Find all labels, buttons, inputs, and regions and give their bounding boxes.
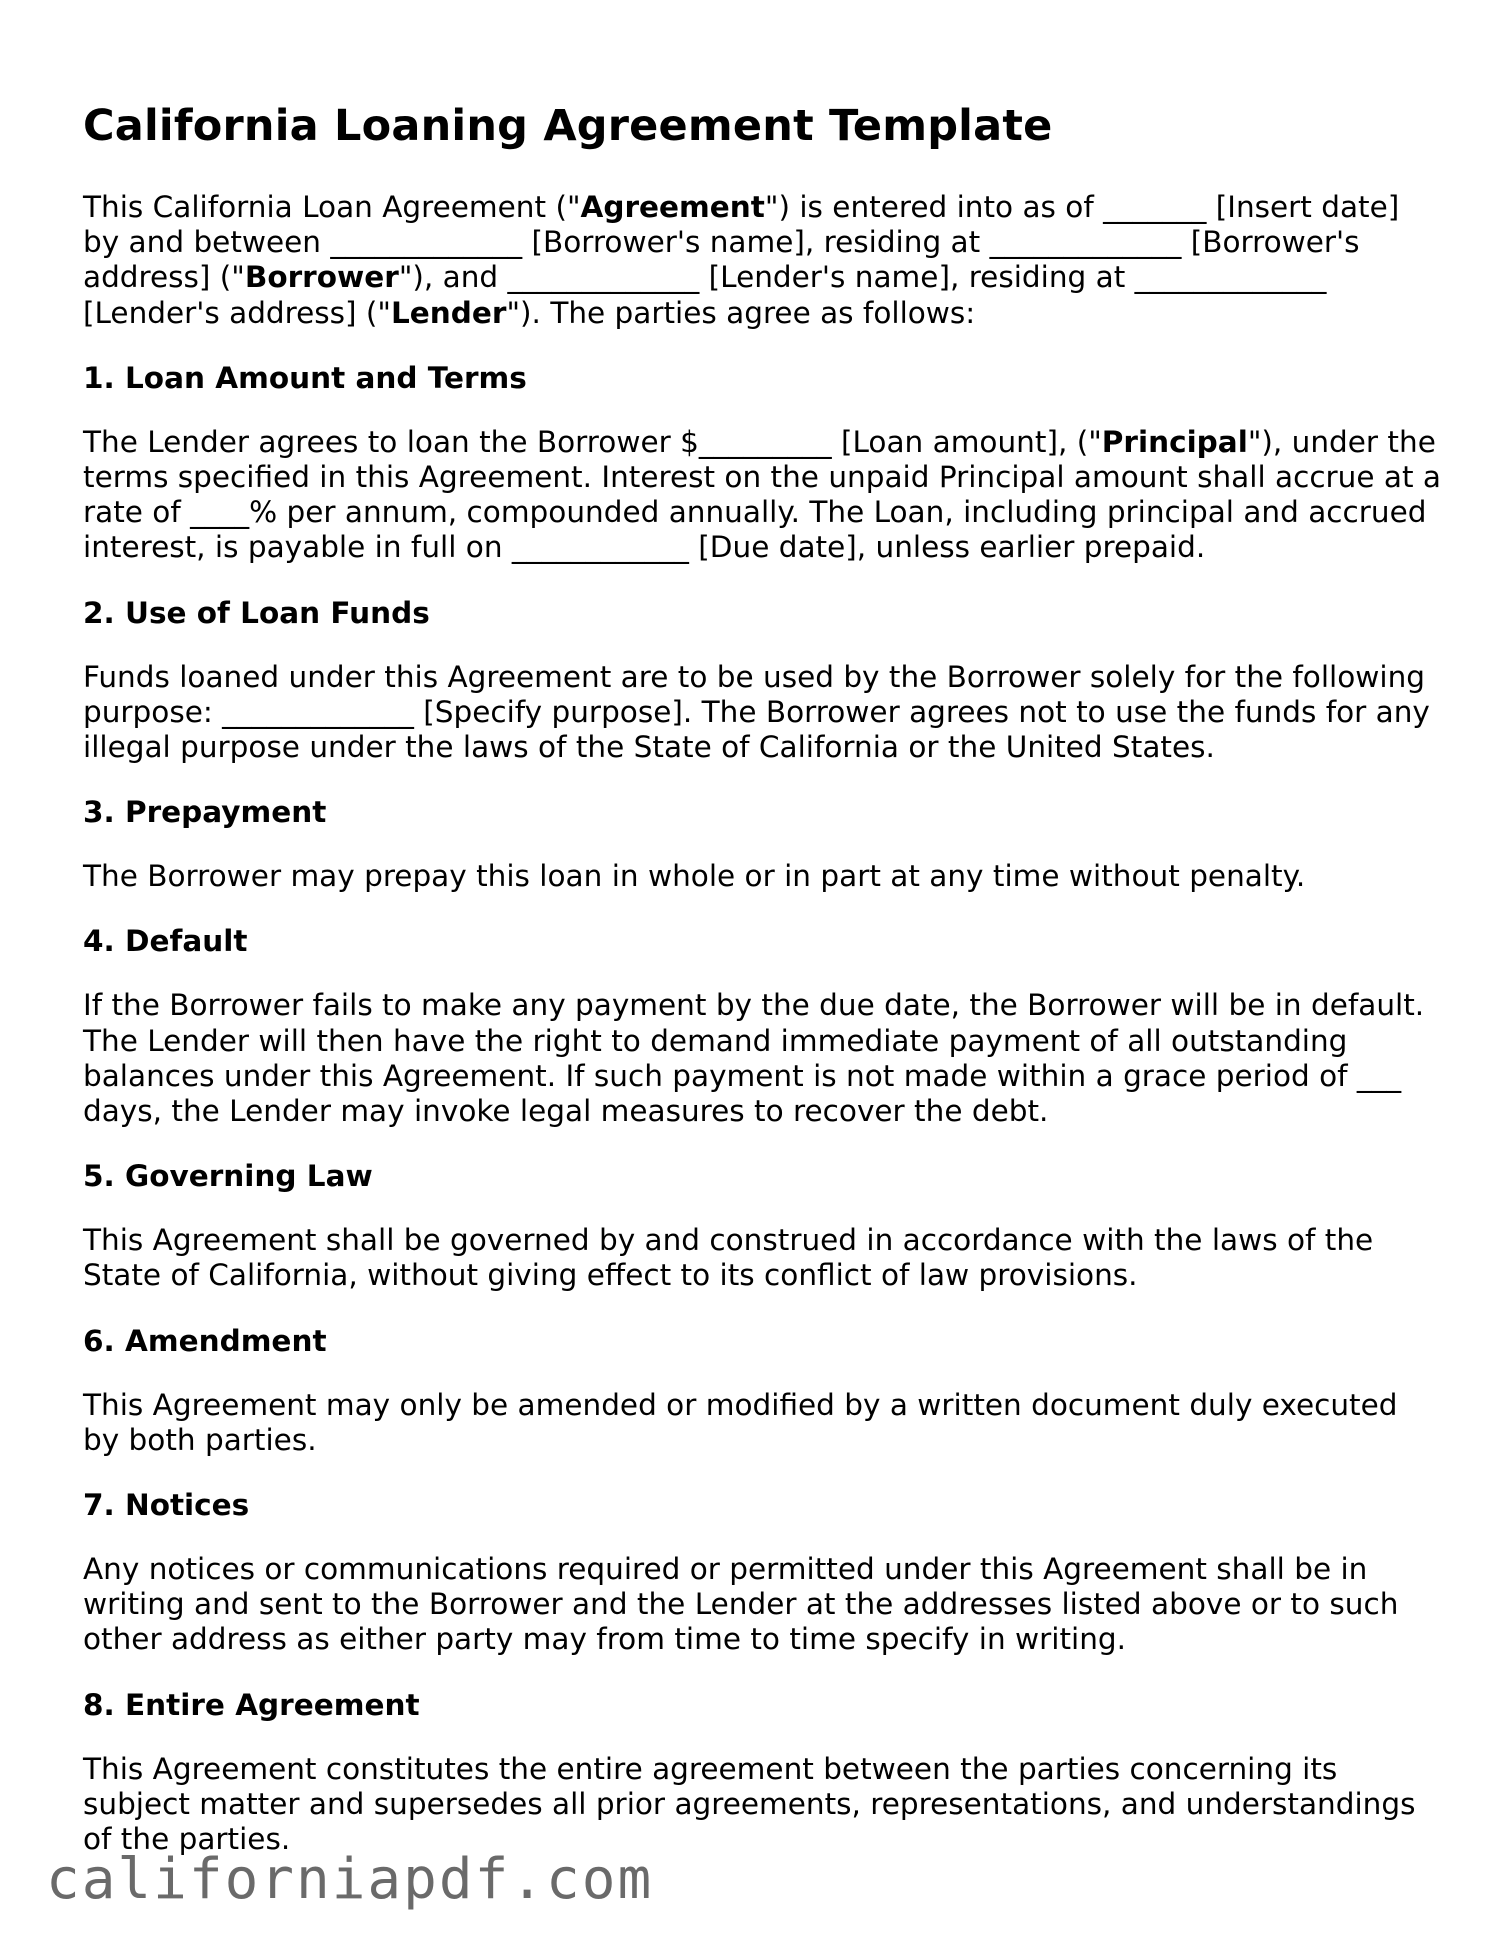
intro-term-agreement: Agreement [580, 190, 765, 224]
document-title: California Loaning Agreement Template [83, 101, 1053, 151]
intro-term-lender: Lender [391, 295, 507, 330]
intro-text-3: "), and _____________ [Lender's name], residing at _____________ [Lender's address] (" [83, 260, 1327, 330]
intro-text-1: This California Loan Agreement (" [83, 190, 581, 224]
document-page [83, 100, 1443, 1887]
section-heading-entire-agreement: 8. Entire Agreement [83, 1687, 420, 1722]
intro-text-2: ") is entered into as of _______ [Insert date] by and between _____________ [Borrower's name], residing at _____________ [Borrower's address] (" [83, 190, 1400, 295]
loan-amount-text-1: The Lender agrees to loan the Borrower $_________ [Loan amount], (" [83, 424, 1102, 459]
section-heading-prepayment: 3. Prepayment [83, 795, 327, 830]
section-heading-loan-amount: 1. Loan Amount and Terms [83, 360, 527, 395]
section-body-default: If the Borrower fails to make any payment by the due date, the Borrower will be in default. The Lender will then have the right to demand immediate payment of all outstanding balances under this Agreement. If such payment is not made within a grace period of ___ days, the Lender may invoke legal measures to recover the debt. [83, 988, 1425, 1129]
intro-text-4: "). The parties agree as follows: [506, 295, 976, 330]
loan-term-principal: Principal [1101, 424, 1248, 459]
intro-term-borrower: Borrower [244, 260, 399, 295]
intro-paragraph [83, 190, 1443, 331]
section-heading-use-of-funds: 2. Use of Loan Funds [83, 595, 430, 630]
section-body-prepayment: The Borrower may prepay this loan in whole or in part at any time without penalty. [83, 859, 1306, 894]
section-heading-amendment: 6. Amendment [83, 1323, 327, 1358]
section-heading-default: 4. Default [83, 924, 248, 959]
section-body-entire-agreement: This Agreement constitutes the entire agreement between the parties concerning its subject matter and supersedes all prior agreements, representations, and understandings of the parties. [83, 1751, 1416, 1857]
section-body-loan-amount [83, 425, 1443, 566]
section-body-amendment: This Agreement may only be amended or modified by a written document duly executed by both parties. [83, 1387, 1398, 1457]
section-body-governing-law: This Agreement shall be governed by and construed in accordance with the laws of the State of California, without giving effect to its conflict of law provisions. [83, 1223, 1374, 1293]
watermark-text: californiapdf.com [46, 1847, 654, 1912]
section-heading-governing-law: 5. Governing Law [83, 1159, 373, 1194]
section-body-use-of-funds: Funds loaned under this Agreement are to be used by the Borrower solely for the following purpose: _____________ [Specify purpose]. The Borrower agrees not to use the funds for any illegal purpose under the laws of the State of California or the United States. [83, 659, 1430, 765]
loan-amount-text-2: "), under the terms specified in this Agreement. Interest on the unpaid Principal amount shall accrue at a rate of ____% per annum, compounded annually. The Loan, including principal and accrued interest, is payable in full on ____________ [Due date], unless earlier prepaid. [83, 424, 1441, 565]
section-heading-notices: 7. Notices [83, 1488, 250, 1523]
section-body-notices: Any notices or communications required or permitted under this Agreement shall be in writing and sent to the Borrower and the Lender at the addresses listed above or to such other address as either party may from time to time specify in writing. [83, 1552, 1399, 1657]
